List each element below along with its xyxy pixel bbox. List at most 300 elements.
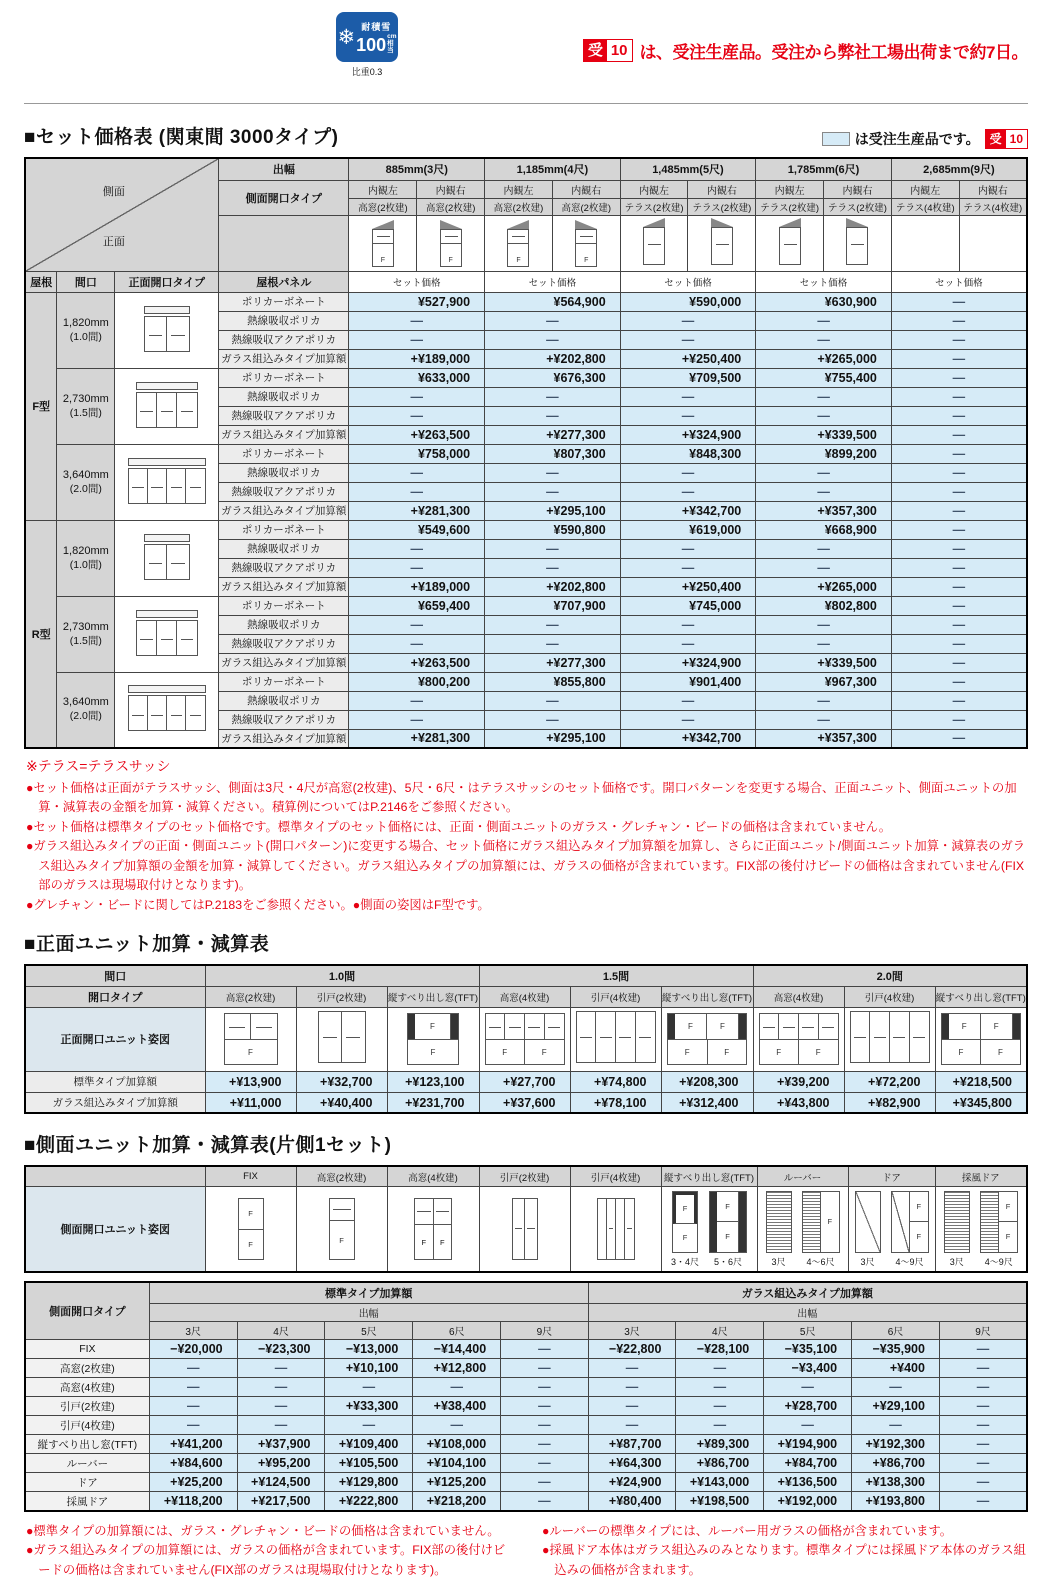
set-price-cell: ¥707,900	[485, 596, 621, 615]
note-item: ●採風ドア本体はガラス組込みのみとなります。標準タイプには採風ドア本体のガラス組込みの価格が含まれます。	[542, 1543, 1026, 1577]
glass-type-add-price-cell: +¥29,100	[852, 1397, 940, 1416]
roof-panel-label: ガラス組込みタイプ加算額	[219, 501, 349, 520]
set-price-cell: —	[485, 634, 621, 653]
set-price-cell: —	[891, 501, 1027, 520]
side-open-sub-header: テラス(2枚建)	[688, 198, 756, 215]
legend-text: は受注生産品です。	[854, 131, 980, 147]
glass-type-add-price-cell: +¥87,700	[588, 1435, 676, 1454]
opening-type-header: 縦すべり出し窓(TFT)	[661, 986, 753, 1007]
top-header	[24, 12, 1028, 104]
glass-type-add-price-cell: +¥89,300	[676, 1435, 764, 1454]
set-price-cell: —	[891, 558, 1027, 577]
side-unit-icon: F	[802, 1191, 840, 1253]
depth-group-label: 出幅	[588, 1304, 1027, 1322]
set-price-cell: —	[349, 387, 485, 406]
side-unit-diagram-row-label: 側面開口ユニット姿図	[25, 1186, 205, 1272]
front-unit-diagram-cell	[296, 1007, 387, 1071]
set-price-cell: —	[891, 444, 1027, 463]
opening-type-header: 高窓(4枚建)	[479, 986, 570, 1007]
glass-type-add-price-cell: —	[764, 1416, 852, 1435]
set-price-cell: —	[756, 463, 892, 482]
set-price-cell: +¥189,000	[349, 577, 485, 596]
set-price-cell: —	[891, 615, 1027, 634]
glass-type-add-price-cell: —	[676, 1397, 764, 1416]
bottom-notes-right	[542, 1522, 1028, 1580]
set-price-cell: —	[485, 558, 621, 577]
glass-type-add-price-cell: +¥28,700	[764, 1397, 852, 1416]
set-price-cell: ¥967,300	[756, 672, 892, 691]
set-price-cell: +¥250,400	[620, 577, 756, 596]
side-elevation-cell	[891, 215, 959, 271]
set-price-cell: —	[485, 482, 621, 501]
set-price-cell: —	[349, 691, 485, 710]
set-price-cell: —	[349, 539, 485, 558]
side-unit-diagram-cell	[479, 1186, 570, 1272]
set-price-cell: +¥202,800	[485, 577, 621, 596]
roof-type-cell: F型	[25, 292, 57, 520]
side-elevation-cell	[688, 215, 756, 271]
side-unit-diagram-table	[24, 1165, 1028, 1273]
side-unit-diagram-cell	[296, 1186, 387, 1272]
glass-type-add-price-cell: +¥312,400	[661, 1092, 753, 1113]
standard-add-price-cell: —	[501, 1492, 588, 1511]
legend-order-badge	[985, 129, 1028, 149]
side-elevation-icon	[643, 218, 665, 265]
side-unit-diagram-cell	[848, 1186, 935, 1272]
glass-type-add-price-cell: +¥86,700	[852, 1454, 940, 1473]
set-price-cell: —	[485, 710, 621, 729]
roof-panel-label: ガラス組込みタイプ加算額	[219, 653, 349, 672]
glass-type-add-price-cell: +¥192,300	[852, 1435, 940, 1454]
standard-add-price-cell: +¥32,700	[296, 1071, 387, 1092]
roof-type-cell: R型	[25, 520, 57, 748]
set-price-cell: ¥590,000	[620, 292, 756, 311]
standard-add-price-cell: —	[501, 1473, 588, 1492]
front-unit-diagram-cell	[479, 1007, 570, 1071]
front-unit-section-header	[24, 929, 1028, 956]
standard-add-price-cell: +¥95,200	[237, 1454, 325, 1473]
standard-add-price-cell: —	[325, 1416, 413, 1435]
set-price-cell: ¥802,800	[756, 596, 892, 615]
set-price-cell: ¥549,600	[349, 520, 485, 539]
side-elevation-cell	[349, 215, 417, 271]
bottom-notes	[24, 1520, 1028, 1580]
price-row-label: ガラス組込みタイプ加算額	[25, 1092, 205, 1113]
glass-type-add-price-cell: —	[939, 1492, 1027, 1511]
side-unit-price-table	[24, 1281, 1028, 1512]
depth-size-header: 9尺	[939, 1322, 1027, 1340]
standard-add-price-cell: +¥13,900	[205, 1071, 296, 1092]
span-value: 3,640mm	[62, 468, 109, 481]
set-price-cell: +¥342,700	[620, 729, 756, 748]
set-price-section-header	[24, 122, 1028, 149]
depth-header: 885mm(3尺)	[349, 158, 485, 180]
view-right-header: 内観右	[824, 180, 892, 198]
set-price-cell: —	[349, 558, 485, 577]
set-price-cell: +¥277,300	[485, 425, 621, 444]
opening-type-header: 縦すべり出し窓(TFT)	[935, 986, 1027, 1007]
front-unit-diagram-cell	[661, 1007, 753, 1071]
side-open-sub-header: 高窓(2枚建)	[552, 198, 620, 215]
roof-slope-icon	[779, 218, 801, 227]
front-elevation-cell	[115, 672, 219, 748]
set-price-cell: ¥659,400	[349, 596, 485, 615]
side-elevation-cell	[620, 215, 688, 271]
glass-type-add-price-cell: −¥28,100	[676, 1340, 764, 1359]
front-elevation-icon	[143, 305, 191, 353]
front-unit-icon: F	[224, 1013, 278, 1065]
front-unit-diagram-cell	[753, 1007, 844, 1071]
set-price-cell: —	[620, 406, 756, 425]
glass-type-add-price-cell: −¥3,400	[764, 1359, 852, 1378]
front-elevation-cell	[115, 444, 219, 520]
side-unit-diagram-cell	[661, 1186, 757, 1272]
order-note-text: は、受注生産品。受注から弊社工場出荷まで約7日。	[639, 43, 1028, 62]
set-price-cell: —	[620, 387, 756, 406]
roof-panel-label: 熱線吸収アクアポリカ	[219, 406, 349, 425]
standard-add-price-cell: +¥72,200	[844, 1071, 935, 1092]
span-cell	[57, 368, 115, 444]
depth-header: 1,485mm(5尺)	[620, 158, 756, 180]
corner-side-label: 側面	[102, 186, 125, 198]
glass-type-add-price-cell: +¥193,800	[852, 1492, 940, 1511]
order-product-legend	[822, 129, 1028, 149]
glass-type-add-price-cell: −¥22,800	[588, 1340, 676, 1359]
front-unit-diagram-cell	[570, 1007, 661, 1071]
side-open-type-row-label: 縦すべり出し窓(TFT)	[25, 1435, 149, 1454]
roof-panel-label: 熱線吸収アクアポリカ	[219, 634, 349, 653]
legend-color-swatch	[822, 132, 850, 146]
span-cell	[57, 596, 115, 672]
set-price-cell: ¥633,000	[349, 368, 485, 387]
side-unit-icon: F F	[980, 1191, 1018, 1253]
view-left-header: 内観左	[756, 180, 824, 198]
side-open-type-row-label: 高窓(4枚建)	[25, 1378, 149, 1397]
roof-panel-label: ポリカーボネート	[219, 596, 349, 615]
front-unit-diagram-cell	[205, 1007, 296, 1071]
set-price-cell: +¥295,100	[485, 501, 621, 520]
set-price-cell: —	[349, 615, 485, 634]
span-sub: (1.5間)	[69, 634, 102, 647]
set-price-cell: —	[756, 615, 892, 634]
opening-type-header: 高窓(4枚建)	[753, 986, 844, 1007]
size-range-label: 5・6尺	[713, 1256, 742, 1267]
side-elevation-cell	[552, 215, 620, 271]
side-unit-diagram-cell	[570, 1186, 661, 1272]
front-unit-icon: F F	[485, 1013, 565, 1065]
set-price-cell: —	[620, 710, 756, 729]
set-price-cell: ¥564,900	[485, 292, 621, 311]
glass-type-add-price-cell: +¥43,800	[753, 1092, 844, 1113]
set-price-cell: —	[620, 330, 756, 349]
span-sub: (2.0間)	[69, 482, 102, 495]
set-price-cell: +¥342,700	[620, 501, 756, 520]
set-price-cell: —	[891, 634, 1027, 653]
side-opening-type-header: 高窓(2枚建)	[296, 1166, 387, 1186]
set-price-cell: —	[485, 330, 621, 349]
roof-panel-label: 熱線吸収ポリカ	[219, 691, 349, 710]
standard-add-price-cell: −¥20,000	[149, 1340, 237, 1359]
order-production-note	[583, 38, 1028, 63]
set-price-cell: +¥295,100	[485, 729, 621, 748]
view-right-header: 内観右	[417, 180, 485, 198]
side-opening-type-header: FIX	[205, 1166, 296, 1186]
roof-panel-label: ガラス組込みタイプ加算額	[219, 577, 349, 596]
standard-add-price-cell: −¥14,400	[413, 1340, 501, 1359]
depth-header: 2,685mm(9尺)	[891, 158, 1027, 180]
roof-panel-label: 熱線吸収ポリカ	[219, 387, 349, 406]
set-price-cell: —	[891, 387, 1027, 406]
set-price-cell: ¥755,400	[756, 368, 892, 387]
roof-slope-icon	[372, 220, 394, 229]
span-value: 2,730mm	[62, 620, 109, 633]
side-open-sub-header: 高窓(2枚建)	[417, 198, 485, 215]
span-value: 2,730mm	[62, 392, 109, 405]
snow-badge-value: 100	[356, 35, 387, 56]
glass-type-add-price-cell: —	[676, 1416, 764, 1435]
order-badge-left: 受	[584, 40, 607, 61]
side-opening-type-header: 高窓(4枚建)	[387, 1166, 479, 1186]
glass-type-add-price-cell: +¥231,700	[387, 1092, 479, 1113]
front-unit-diagram-cell	[387, 1007, 479, 1071]
span-group-header: 2.0間	[753, 965, 1027, 987]
span-group-header: 1.0間	[205, 965, 479, 987]
side-elevation-icon	[711, 218, 733, 265]
front-unit-table-mount	[24, 964, 1028, 1115]
set-price-cell: —	[891, 368, 1027, 387]
standard-add-price-cell: +¥33,300	[325, 1397, 413, 1416]
side-open-sub-header: テラス(2枚建)	[620, 198, 688, 215]
side-open-type-label: 側面開口タイプ	[219, 180, 349, 215]
size-range-label: 3尺	[860, 1256, 875, 1267]
snow-badge-unit: cm相当	[387, 32, 397, 55]
side-unit-diagram-cell	[935, 1186, 1027, 1272]
front-unit-diagram-cell	[844, 1007, 935, 1071]
standard-add-price-cell: —	[501, 1435, 588, 1454]
side-open-type-corner: 側面開口タイプ	[25, 1282, 149, 1340]
glass-type-add-price-cell: +¥78,100	[570, 1092, 661, 1113]
glass-type-add-price-cell: —	[939, 1397, 1027, 1416]
set-price-cell: —	[756, 311, 892, 330]
set-price-cell: —	[756, 710, 892, 729]
side-elevation-icon: F	[372, 220, 394, 267]
glass-type-add-price-cell: +¥136,500	[764, 1473, 852, 1492]
span-sub: (1.5間)	[69, 406, 102, 419]
set-price-cell: —	[891, 406, 1027, 425]
standard-add-price-cell: −¥23,300	[237, 1340, 325, 1359]
depth-size-header: 9尺	[501, 1322, 588, 1340]
specific-gravity-note: 比重0.3	[351, 67, 383, 77]
set-price-cell: —	[756, 691, 892, 710]
standard-add-price-cell: +¥118,200	[149, 1492, 237, 1511]
view-right-header: 内観右	[959, 180, 1027, 198]
standard-add-price-cell: —	[237, 1378, 325, 1397]
price-row-label: 標準タイプ加算額	[25, 1071, 205, 1092]
set-price-cell: —	[620, 311, 756, 330]
depth-size-header: 5尺	[764, 1322, 852, 1340]
size-range-label: 3尺	[771, 1256, 786, 1267]
view-left-header: 内観左	[891, 180, 959, 198]
set-price-cell: —	[485, 463, 621, 482]
set-price-cell: —	[756, 387, 892, 406]
glass-type-add-price-cell: +¥37,600	[479, 1092, 570, 1113]
standard-add-price-cell: +¥125,200	[413, 1473, 501, 1492]
glass-type-add-price-cell: —	[939, 1416, 1027, 1435]
front-elevation-icon	[127, 684, 207, 732]
standard-add-price-cell: −¥13,000	[325, 1340, 413, 1359]
legend-order-badge-right: 10	[1006, 130, 1027, 148]
standard-add-price-cell: —	[501, 1416, 588, 1435]
standard-add-price-cell: —	[237, 1416, 325, 1435]
set-price-cell: +¥324,900	[620, 653, 756, 672]
note-item: ●ガラス組込みタイプの正面・側面ユニット(開口パターン)に変更する場合、セット価格にガラス組込みタイプ加算額を加算し、さらに正面ユニット/側面ユニット加算・減算表のガラス組込みタイプ加算額の金額を加算・減算してください。ガラス組込みタイプの加算額には、ガラスの価格が含まれています。FIX部の後付けビードの価格は含まれていません(FIX部のガラスは現場取付けとなります)。	[26, 839, 1026, 893]
glass-type-add-price-cell: +¥11,000	[205, 1092, 296, 1113]
set-price-cell: —	[891, 425, 1027, 444]
glass-type-add-price-cell: +¥82,900	[844, 1092, 935, 1113]
standard-group-header: 標準タイプ加算額	[149, 1282, 588, 1304]
set-price-cell: —	[891, 349, 1027, 368]
set-price-cell: —	[891, 463, 1027, 482]
set-price-cell: —	[891, 311, 1027, 330]
side-unit-icon: F F	[891, 1191, 929, 1253]
set-price-cell: ¥855,800	[485, 672, 621, 691]
set-price-cell: —	[891, 710, 1027, 729]
depth-header-label: 出幅	[219, 158, 349, 180]
side-unit-diagram-cell	[205, 1186, 296, 1272]
front-elevation-icon	[127, 457, 207, 505]
side-unit-icon: F F	[414, 1198, 452, 1260]
span-sub: (2.0間)	[69, 710, 102, 723]
side-unit-diagram-table-mount	[24, 1165, 1028, 1273]
side-elevation-cell	[417, 215, 485, 271]
order-badge	[583, 39, 633, 62]
side-diagram-corner	[25, 1166, 205, 1186]
span-value: 1,820mm	[62, 316, 109, 329]
glass-type-add-price-cell: —	[939, 1473, 1027, 1492]
side-opening-type-header: ドア	[848, 1166, 935, 1186]
set-price-cell: ¥899,200	[756, 444, 892, 463]
view-right-header: 内観右	[688, 180, 756, 198]
set-price-cell: ¥800,200	[349, 672, 485, 691]
side-opening-type-header: 採風ドア	[935, 1166, 1027, 1186]
side-unit-icon	[855, 1191, 881, 1253]
glass-type-add-price-cell: —	[939, 1435, 1027, 1454]
side-open-sub-header: 高窓(2枚建)	[349, 198, 417, 215]
standard-add-price-cell: +¥84,600	[149, 1454, 237, 1473]
side-opening-type-header: 引戸(2枚建)	[479, 1166, 570, 1186]
glass-type-add-price-cell: −¥35,100	[764, 1340, 852, 1359]
size-range-label: 4〜6尺	[806, 1256, 835, 1267]
side-open-sub-header: テラス(2枚建)	[824, 198, 892, 215]
roof-slope-icon	[575, 220, 597, 229]
glass-group-header: ガラス組込みタイプ加算額	[588, 1282, 1027, 1304]
side-unit-section-header	[24, 1130, 1028, 1157]
standard-add-price-cell: +¥129,800	[325, 1473, 413, 1492]
side-elevation-icon: F	[440, 220, 462, 267]
set-price-cell: —	[891, 672, 1027, 691]
set-price-cell: —	[349, 311, 485, 330]
glass-type-add-price-cell: +¥400	[852, 1359, 940, 1378]
note-item: ●標準タイプの加算額には、ガラス・グレチャン・ビードの価格は含まれていません。	[26, 1523, 500, 1538]
side-opening-type-header: ルーバー	[757, 1166, 848, 1186]
roof-panel-label: ガラス組込みタイプ加算額	[219, 349, 349, 368]
set-price-cell: +¥263,500	[349, 425, 485, 444]
standard-add-price-cell: —	[149, 1397, 237, 1416]
standard-add-price-cell: —	[501, 1397, 588, 1416]
glass-type-add-price-cell: +¥64,300	[588, 1454, 676, 1473]
set-price-cell: ¥668,900	[756, 520, 892, 539]
set-price-cell: ¥630,900	[756, 292, 892, 311]
view-left-header: 内観左	[349, 180, 417, 198]
set-price-cell: —	[891, 596, 1027, 615]
set-price-cell: +¥357,300	[756, 501, 892, 520]
front-unit-icon	[576, 1011, 656, 1063]
glass-type-add-price-cell: −¥35,900	[852, 1340, 940, 1359]
set-price-cell: +¥189,000	[349, 349, 485, 368]
set-price-cell: —	[891, 292, 1027, 311]
standard-add-price-cell: +¥27,700	[479, 1071, 570, 1092]
note-item: ●グレチャン・ビードに関してはP.2183をご参照ください。●側面の姿図はF型です。	[26, 897, 490, 912]
depth-size-header: 3尺	[149, 1322, 237, 1340]
side-elevation-icon: F	[575, 220, 597, 267]
opening-type-header: 縦すべり出し窓(TFT)	[387, 986, 479, 1007]
standard-add-price-cell: +¥10,100	[325, 1359, 413, 1378]
note-item: ●ガラス組込みタイプの加算額には、ガラスの価格が含まれています。FIX部の後付けビードの価格は含まれていません(FIX部のガラスは現場取付けとなります)。	[26, 1543, 506, 1577]
glass-type-add-price-cell: —	[852, 1378, 940, 1397]
set-price-cell: +¥265,000	[756, 577, 892, 596]
set-price-cell: ¥619,000	[620, 520, 756, 539]
glass-type-add-price-cell: +¥192,000	[764, 1492, 852, 1511]
roof-panel-label: ガラス組込みタイプ加算額	[219, 425, 349, 444]
roof-panel-label: 熱線吸収ポリカ	[219, 615, 349, 634]
opening-type-header: 高窓(2枚建)	[205, 986, 296, 1007]
roof-slope-icon	[711, 218, 733, 227]
side-elevation-icon: F	[507, 220, 529, 267]
front-elevation-icon	[135, 609, 199, 657]
span-value: 1,820mm	[62, 544, 109, 557]
span-column-header: 間口	[57, 271, 115, 292]
set-price-cell: —	[620, 539, 756, 558]
panel-header-spacer	[219, 215, 349, 271]
set-price-cell: —	[891, 577, 1027, 596]
roof-slope-icon	[507, 220, 529, 229]
side-unit-icon	[512, 1198, 538, 1260]
roof-panel-label: ポリカーボネート	[219, 292, 349, 311]
set-price-cell: —	[891, 330, 1027, 349]
depth-size-header: 4尺	[237, 1322, 325, 1340]
set-price-cell: —	[756, 634, 892, 653]
standard-add-price-cell: +¥38,400	[413, 1397, 501, 1416]
set-price-cell: +¥202,800	[485, 349, 621, 368]
depth-header: 1,185mm(4尺)	[485, 158, 621, 180]
set-price-table-title: ■セット価格表 (関東間 3000タイプ)	[24, 127, 339, 148]
side-open-type-row-label: ルーバー	[25, 1454, 149, 1473]
set-price-cell: +¥277,300	[485, 653, 621, 672]
span-cell	[57, 444, 115, 520]
glass-type-add-price-cell: —	[588, 1378, 676, 1397]
set-price-cell: —	[891, 520, 1027, 539]
span-cell	[57, 672, 115, 748]
front-unit-icon: F F	[759, 1013, 839, 1065]
set-price-cell: ¥848,300	[620, 444, 756, 463]
opening-type-header: 引戸(4枚建)	[570, 986, 661, 1007]
side-unit-price-table-mount	[24, 1281, 1028, 1512]
set-price-cell: —	[756, 482, 892, 501]
set-price-cell: —	[891, 729, 1027, 748]
roof-panel-label: ポリカーボネート	[219, 444, 349, 463]
side-unit-icon	[597, 1198, 635, 1260]
set-price-cell: ¥758,000	[349, 444, 485, 463]
